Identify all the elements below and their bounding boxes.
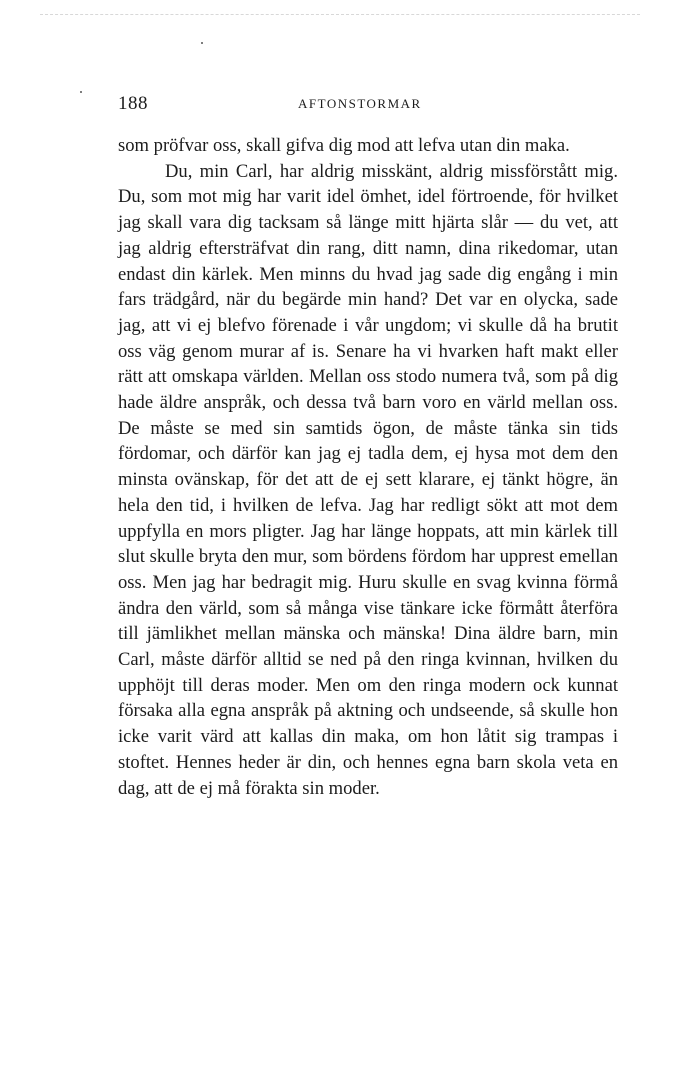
paragraph: Du, min Carl, har aldrig misskänt, aldrig missförstått mig. Du, som mot mig har varit idel ömhet, idel förtroende, för hvilket jag skall vara dig tacksam så länge mitt hjärta slår — du vet, att jag aldrig eftersträfvat din rang, ditt namn, dina rikedomar, utan endast din kärlek. Men minns du hvad jag sade dig engång i min fars trädgård, när du begärde min hand? Det var en olycka, sade jag, att vi ej blefvo förenade i vår ungdom; vi skulle då ha brutit oss väg genom murar af is. Senare ha vi hvarken haft makt eller rätt att omskapa världen. Mellan oss stodo numera två, som på dig hade äldre anspråk, och dessa två barn voro en värld mellan oss. De måste se med sin samtids ögon, de måste tänka sin tids fördomar, och därför kan jag ej tadla dem, ej hysa mot dem den minsta ovänskap, för det att de ej sett klarare, ej tänkt högre, än hela den tid, i hvilken de lefva. Jag har redligt sökt att mot dem uppfylla en mors pligter. Jag har länge hoppats, att min kärlek till slut skulle bryta den mur, som bördens fördom har upprest emellan oss. Men jag har bedragit mig. Huru skulle en svag kvinna förmå ändra den värld, som så många vise tänkare icke förmått återföra till jämlikhet mellan mänska och mänska! Dina äldre barn, min Carl, måste därför alltid se ned på den ringa kvinnan, hvilken du upphöjt till deras moder. Men om den ringa modern ock kunnat försaka alla egna anspråk på aktning och undseende, så skulle hon icke varit värd att kallas din maka, om hon låtit sig trampas i stoftet. Hennes heder är din, och hennes egna barn skola veta en dag, att de ej må förakta sin moder. bbox=[118, 160, 618, 799]
body-text bbox=[118, 133, 618, 801]
page-number: 188 bbox=[118, 93, 148, 114]
scan-artifact-line bbox=[40, 14, 640, 15]
paragraph: som pröfvar oss, skall gifva dig mod att lefva utan din maka. bbox=[118, 135, 570, 156]
page-header bbox=[118, 93, 618, 115]
scan-artifact-dot bbox=[201, 42, 203, 44]
running-head: AFTONSTORMAR bbox=[298, 96, 422, 111]
scan-artifact-dot bbox=[80, 91, 82, 93]
